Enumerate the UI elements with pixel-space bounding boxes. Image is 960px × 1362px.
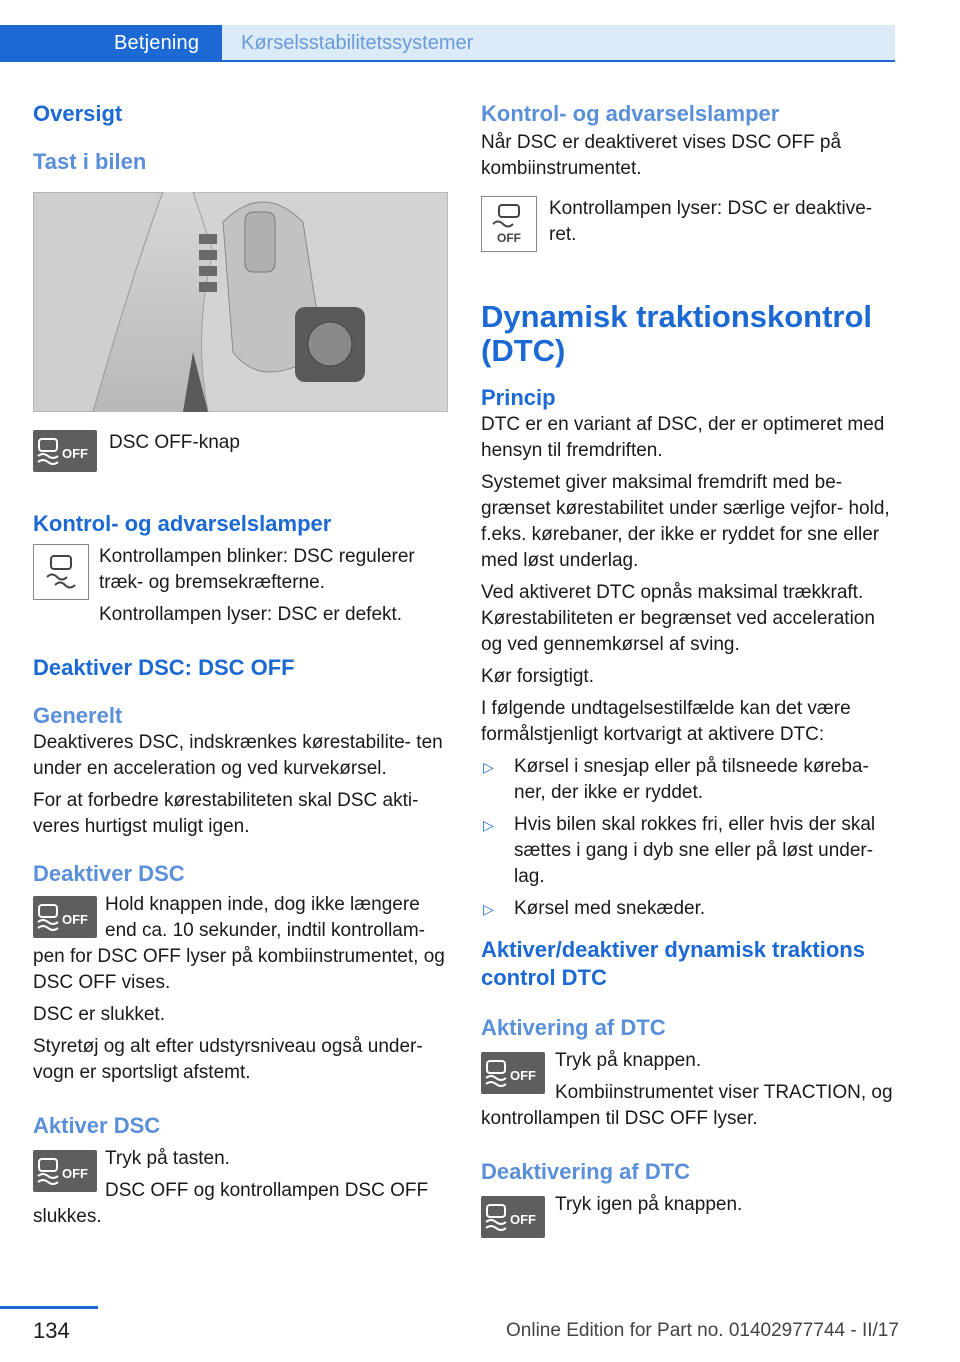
dsc-off-icon [481, 1196, 545, 1238]
principle-p3: Ved aktiveret DTC opnås maksimal trækkraft. Kørestabiliteten er begrænset ved acceleration og ved gennemkørsel af sving. [481, 582, 875, 655]
left-column [33, 100, 448, 1230]
toggle-dtc-heading: Aktiver/deaktiver dynamisk traktions control DTC [481, 937, 865, 990]
tab-koerselsstabilitet: Kørselsstabilitetssystemer [222, 25, 895, 62]
footer-rule [0, 1306, 98, 1309]
dsc-off-button-label: DSC OFF-knap [109, 432, 240, 453]
dsc-off-lamp-icon [481, 196, 537, 252]
dtc-bullet-list [481, 754, 895, 922]
triangle-bullet-icon: ▷ [483, 759, 494, 775]
deactivation-p1: Tryk igen på knappen. [555, 1194, 743, 1215]
principle-p1: DTC er en variant af DSC, der er optimeret med hensyn til fremdriften. [481, 414, 885, 461]
dsc-off-button-row [33, 430, 448, 472]
principle-p2: Systemet giver maksimal fremdrift med be‐ grænset kørestabilitet under særlige vejfor‐ hold, f.eks. kørebaner, der ikke er ryddet for sne eller med løst underlag. [481, 472, 890, 571]
svg-text:OFF: OFF [62, 446, 88, 461]
lamp-on-text-left: Kontrollampen lyser: DSC er defekt. [99, 604, 403, 625]
overview-heading: Oversigt [33, 101, 123, 126]
lamp-on-text-right: Kontrollampen lyser: DSC er deaktive‐ ret. [549, 198, 873, 245]
dsc-off-icon [33, 430, 97, 472]
principle-p4: Kør forsigtigt. [481, 666, 594, 687]
svg-text:OFF: OFF [497, 231, 521, 245]
act-dsc-p1: Tryk på tasten. [105, 1148, 230, 1169]
lamps-p1: Når DSC er deaktiveret vises DSC OFF på kombiinstrumentet. [481, 132, 842, 179]
list-item: ▷ Kørsel i snesjap eller på tilsneede køreba‐ ner, der ikke er ryddet. [483, 756, 869, 803]
principle-heading: Princip [481, 385, 556, 410]
lamp-blink-text: Kontrollampen blinker: DSC regulerer træk- og bremsekræfterne. [99, 546, 415, 593]
dsc-lamp-icon [33, 544, 89, 600]
list-item: ▷ Kørsel med snekæder. [481, 896, 895, 922]
deact-dsc-block [33, 892, 448, 996]
svg-text:OFF: OFF [62, 912, 88, 927]
triangle-bullet-icon: ▷ [483, 817, 494, 833]
right-column [481, 100, 895, 1238]
general-heading: Generelt [33, 703, 123, 728]
act-dsc-block [33, 1146, 448, 1230]
edition-note: Online Edition for Part no. 01402977744 - II/17 [506, 1320, 899, 1341]
list-item: ▷ Hvis bilen skal rokkes fri, eller hvis der skal sættes i gang i dyb sne eller på løst under‐ lag. [483, 814, 876, 887]
principle-p5: I følgende undtagelsestilfælde kan det være formålstjenligt kortvarigt at aktivere DTC: [481, 698, 851, 745]
general-p2: For at forbedre kørestabiliteten skal DSC akti‐ veres hurtigst muligt igen. [33, 790, 419, 837]
deact-dsc-p3: Styretøj og alt efter udstyrsniveau også under‐ vogn er sportsligt afstemt. [33, 1036, 423, 1083]
lamp-row-right [481, 196, 895, 252]
dsc-off-icon [33, 1150, 97, 1192]
act-dsc-heading: Aktiver DSC [33, 1113, 161, 1138]
dsc-off-icon [33, 896, 97, 938]
activation-heading: Aktivering af DTC [481, 1015, 666, 1040]
svg-text:OFF: OFF [510, 1068, 536, 1083]
svg-text:OFF: OFF [510, 1212, 536, 1227]
lamps-heading-right: Kontrol- og advarselslamper [481, 101, 780, 126]
deact-dsc-heading: Deaktiver DSC [33, 861, 185, 886]
dsc-off-icon [481, 1052, 545, 1094]
activation-p1: Tryk på knappen. [555, 1050, 702, 1071]
deactivation-block [481, 1192, 895, 1227]
lamps-heading-left: Kontrol- og advarselslamper [33, 511, 332, 536]
lamp-row-left [33, 544, 448, 628]
activation-p2: Kombiinstrumentet viser TRACTION, og kontrollampen til DSC OFF lyser. [481, 1082, 893, 1129]
triangle-bullet-icon: ▷ [483, 901, 494, 917]
dtc-heading: Dynamisk traktionskontrol (DTC) [481, 299, 873, 368]
deact-dsc-p1: Hold knappen inde, dog ikke længere end ca. 10 sekunder, indtil kontrollam‐ pen for DSC OFF lyser på kombiinstrumentet, og DSC OFF vises. [33, 894, 445, 993]
center-console-illustration [33, 192, 448, 412]
general-p1: Deaktiveres DSC, indskrænkes kørestabilite‐ ten under en acceleration og ved kurvekørsel. [33, 732, 443, 779]
deactivation-heading: Deaktivering af DTC [481, 1159, 691, 1184]
deact-dsc-p2: DSC er slukket. [33, 1004, 165, 1025]
page-number: 134 [33, 1318, 70, 1343]
header-rule [0, 60, 895, 62]
tab-betjening: Betjening [0, 25, 222, 62]
svg-text:OFF: OFF [62, 1166, 88, 1181]
act-dsc-p2: DSC OFF og kontrollampen DSC OFF slukkes. [33, 1180, 429, 1227]
center-console-photo [33, 192, 448, 412]
activation-block [481, 1048, 895, 1132]
deactivate-dsc-heading: Deaktiver DSC: DSC OFF [33, 655, 295, 680]
key-heading: Tast i bilen [33, 149, 147, 174]
